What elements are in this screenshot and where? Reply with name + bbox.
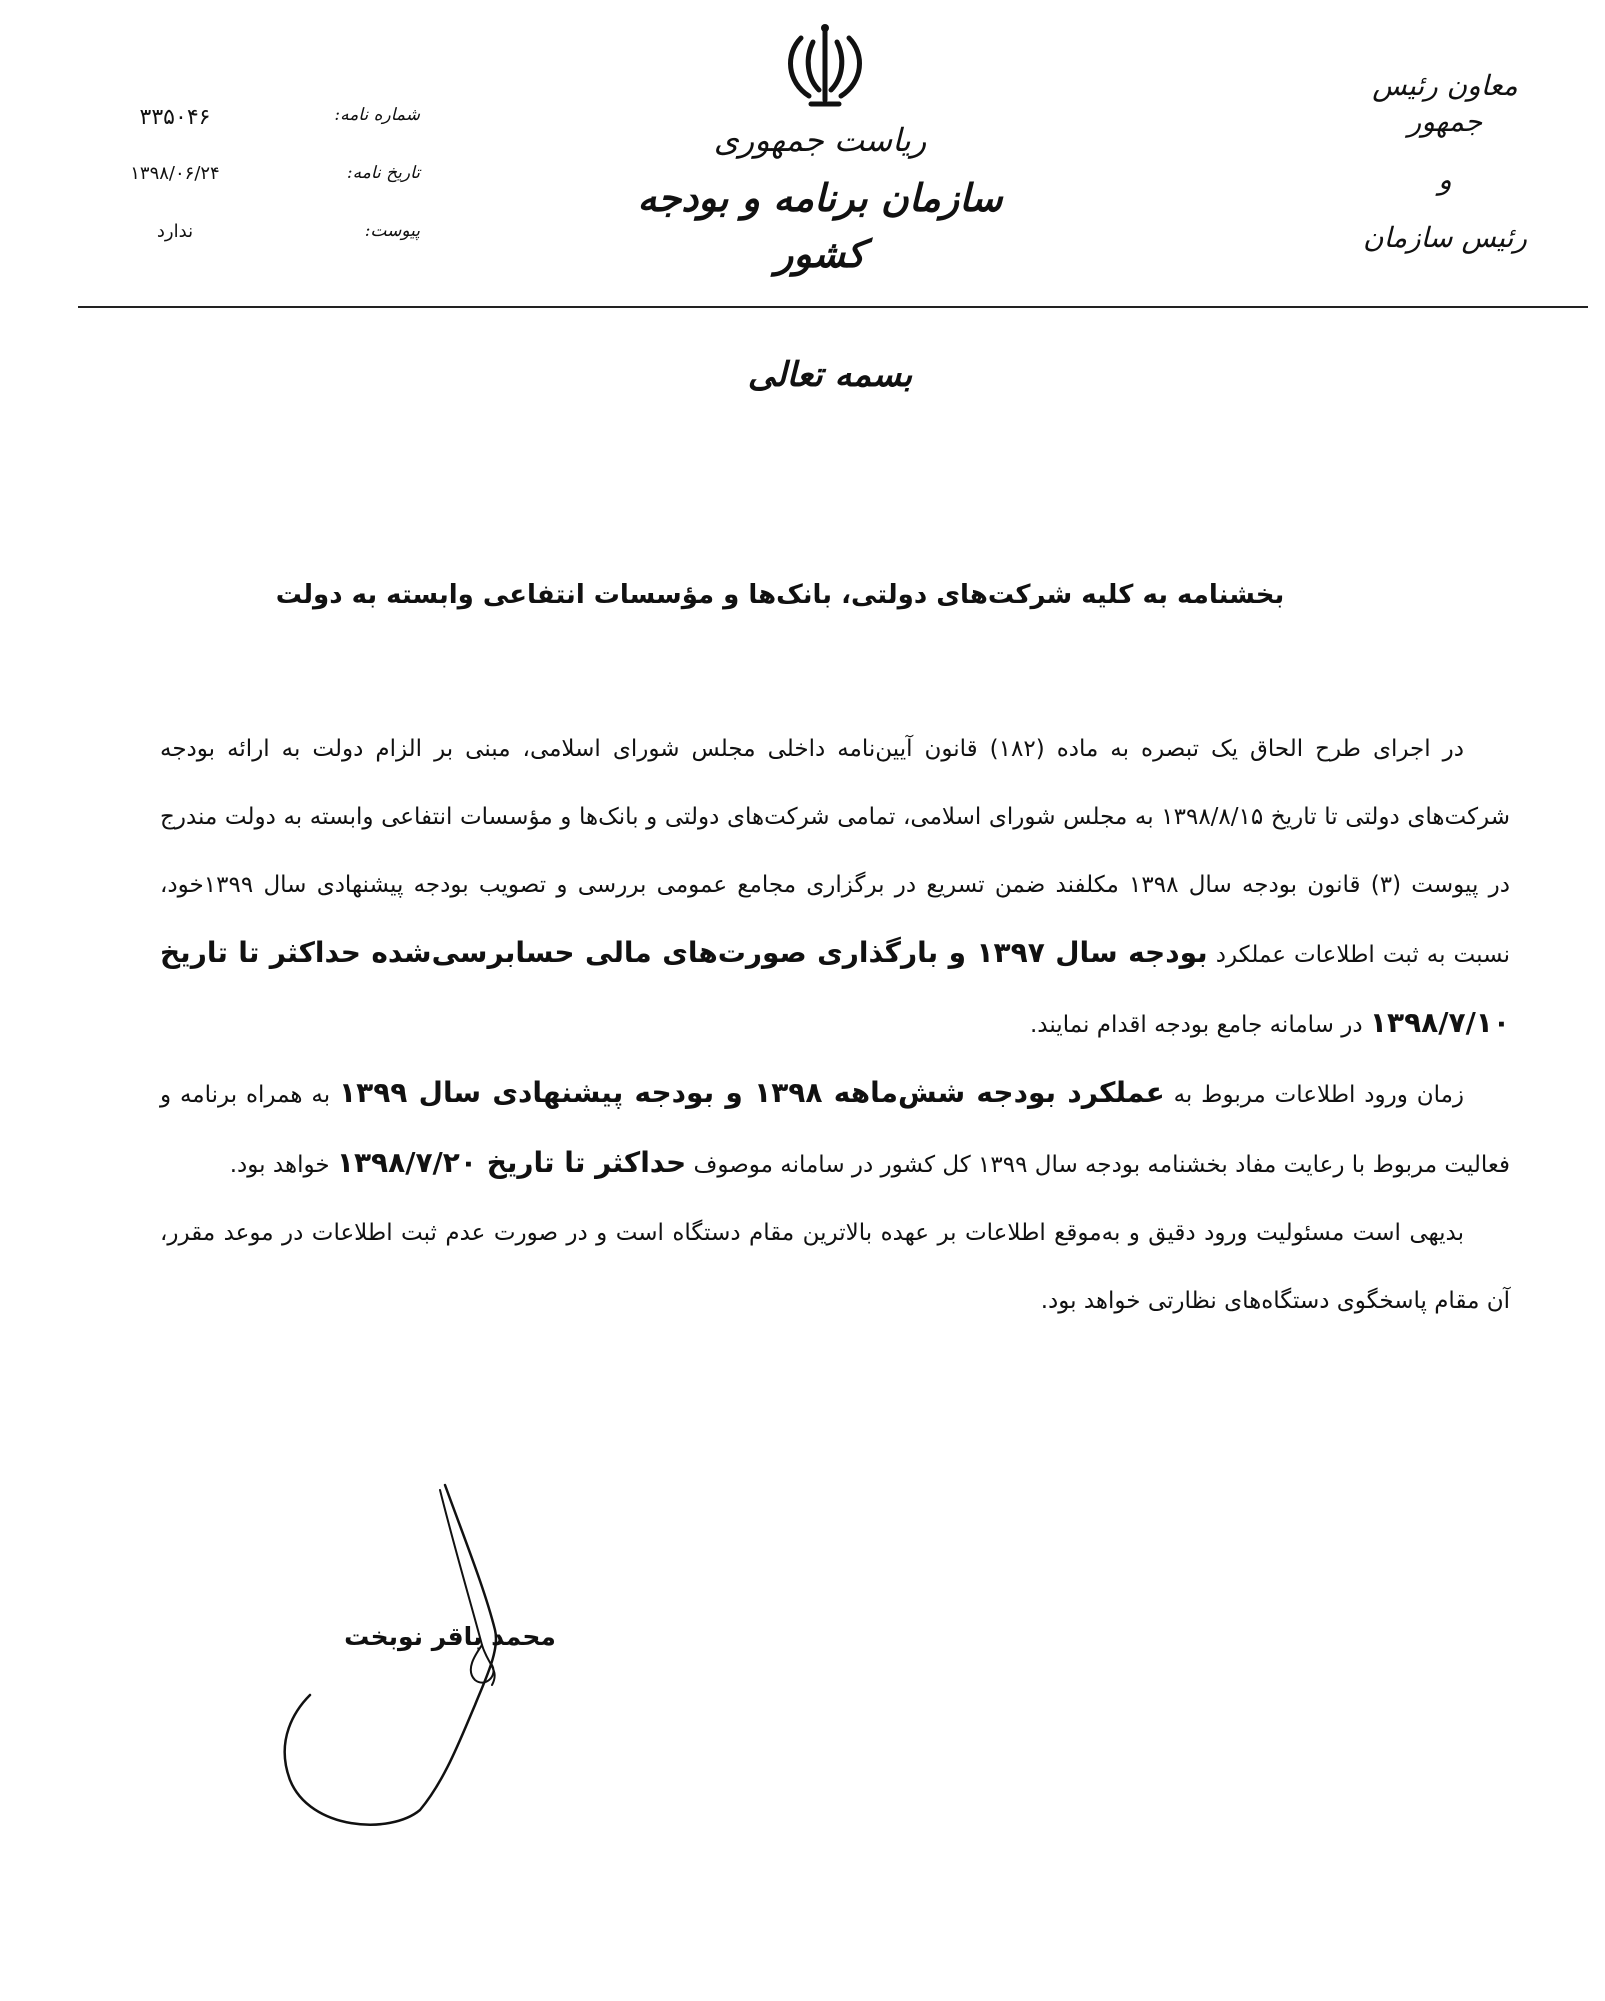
meta-value: ۳۳۵۰۴۶: [139, 105, 211, 130]
paragraph-2: [160, 1059, 1510, 1199]
letter-body: [160, 715, 1510, 1335]
meta-attachment: [100, 221, 420, 279]
letter-meta: [100, 105, 420, 279]
handwritten-signature: [270, 1480, 590, 1840]
signatory-name: محمد باقر نوبخت: [344, 1622, 556, 1651]
header-divider: [78, 306, 1588, 308]
sender-position-line-2: و: [1438, 163, 1452, 196]
paragraph-1-end: در سامانه جامع بودجه اقدام نمایند.: [1029, 1012, 1363, 1038]
paragraph-1-bold: بودجه سال ۱۳۹۷ و بارگذاری صورت‌های مالی حسابرسی‌شده حداکثر تا تاریخ ۱۳۹۸/۷/۱۰: [160, 936, 1510, 1039]
meta-value: ندارد: [156, 221, 194, 242]
presidency-title: ریاست جمهوری: [713, 121, 927, 159]
paragraph-2-text-a: زمان ورود اطلاعات مربوط به: [1173, 1082, 1465, 1108]
paragraph-2-bold-1: عملکرد بودجه شش‌ماهه ۱۳۹۸ و بودجه پیشنهادی سال ۱۳۹۹: [339, 1076, 1165, 1109]
paragraph-2-bold-2: حداکثر تا تاریخ ۱۳۹۸/۷/۲۰: [336, 1146, 687, 1179]
letter-subject: بخشنامه به کلیه شرکت‌های دولتی، بانک‌ها و مؤسسات انتفاعی وابسته به دولت: [275, 580, 1285, 610]
meta-letter-date: [100, 163, 420, 221]
paragraph-1-text: در اجرای طرح الحاق یک تبصره به ماده (۱۸۲) قانون آیین‌نامه داخلی مجلس شورای اسلامی، مبنی بر الزام دولت به ارائه بودجه شرکت‌های دولتی تا تاریخ ۱۳۹۸/۸/۱۵ به مجلس شورای اسلامی، تمامی شرکت‌های دولتی و بانک‌ها و مؤسسات انتفاعی وابسته به دولت مندرج در پیوست (۳) قانون بودجه سال ۱۳۹۸ مکلفند ضمن تسریع در برگزاری مجامع عمومی بررسی و تصویب بودجه پیشنهادی سال ۱۳۹۹خود، نسبت به ثبت اطلاعات عملکرد: [160, 736, 1510, 968]
sender-position-line-3: رئیس سازمان: [1363, 221, 1527, 254]
paragraph-1: [160, 715, 1510, 1059]
sender-position-block: [1335, 68, 1555, 278]
iran-emblem-icon: [775, 20, 875, 110]
bismillah: بسمه تعالی: [747, 355, 913, 395]
meta-label: شماره نامه:: [334, 105, 420, 125]
meta-label: تاریخ نامه:: [346, 163, 420, 183]
sender-position-line-1: معاون رئیس جمهور: [1372, 69, 1518, 138]
meta-letter-number: [100, 105, 420, 163]
paragraph-3: [160, 1199, 1510, 1335]
paragraph-2-text-c: خواهد بود.: [229, 1152, 330, 1178]
paragraph-3-text: بدیهی است مسئولیت ورود دقیق و به‌موقع اطلاعات بر عهده بالاترین مقام دستگاه است و در صورت عدم ثبت اطلاعات در موعد مقرر، آن مقام پاسخگوی دستگاه‌های نظارتی خواهد بود.: [160, 1220, 1510, 1314]
organization-title: سازمان برنامه و بودجه کشور: [637, 175, 1003, 276]
meta-value: ۱۳۹۸/۰۶/۲۴: [130, 163, 220, 184]
meta-label: پیوست:: [364, 221, 420, 241]
org-title-block: [630, 120, 1010, 282]
paragraph-2-text-b: به همراه برنامه و فعالیت مربوط با رعایت مفاد بخشنامه بودجه سال ۱۳۹۹ کل کشور در سامانه موصوف: [160, 1082, 1510, 1178]
